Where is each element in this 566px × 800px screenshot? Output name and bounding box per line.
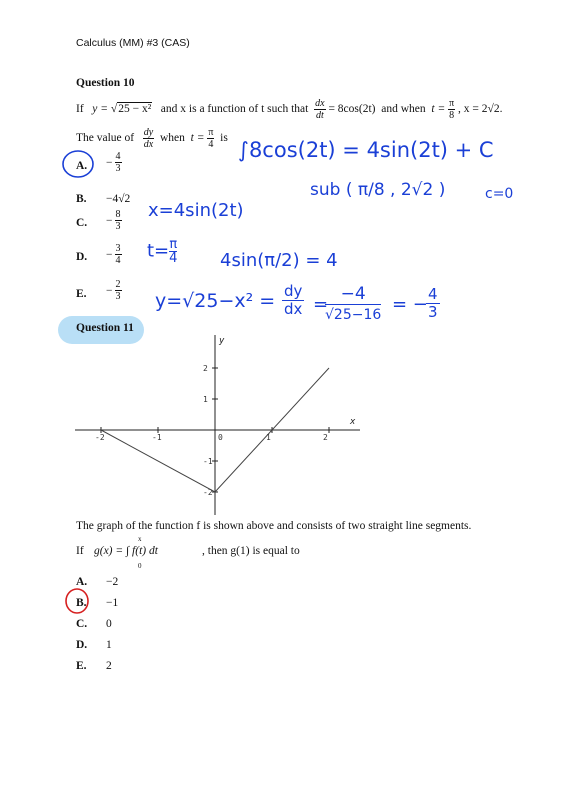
handwritten-t-value xyxy=(147,238,177,265)
handwritten-final-fraction xyxy=(426,286,440,321)
t-equals-hw: t= xyxy=(147,240,170,262)
answer-circle-q10 xyxy=(60,148,96,180)
minus-sign: − xyxy=(106,214,113,227)
t-equals: t = xyxy=(431,103,446,116)
g-definition: g(x) = ∫ f(t) dt xyxy=(94,545,158,557)
value-of-text: The value of xyxy=(76,132,135,145)
denominator: 3 xyxy=(115,163,121,174)
hw-pi: π xyxy=(169,237,178,252)
handwritten-fraction-sub xyxy=(325,284,381,325)
is-text: is xyxy=(220,132,228,145)
fraction xyxy=(115,279,122,302)
x-tick-label: 0 xyxy=(218,433,223,442)
dx-denominator: dx xyxy=(143,139,154,150)
question-10-stem-line2 xyxy=(76,127,228,150)
question-10-stem-line1: If y = √25 − x² and x is a function of t such that $\frac{dx}{dt}$ = 8cos(2t) and when t = $\frac{\pi}{8}$ , x = 2√2. xyxy=(76,98,503,121)
y-expression-lhs: y = xyxy=(92,103,109,116)
handwritten-substitution: sub ( π/8 , 2√2 ) xyxy=(310,180,446,200)
x-tick-label: 1 xyxy=(266,433,271,442)
pi-over-4-fraction xyxy=(207,127,214,150)
fraction xyxy=(115,151,122,174)
hw-minus-four: −4 xyxy=(325,284,381,305)
t-equals-2: t = xyxy=(190,132,205,145)
handwritten-sin-value: 4sin(π/2) = 4 xyxy=(220,250,338,271)
hw-dy: dy xyxy=(284,282,303,300)
q11-option-c-label[interactable]: C. xyxy=(76,618,88,630)
q10-option-a-label[interactable]: A. xyxy=(76,160,88,172)
document-header: Calculus (MM) #3 (CAS) xyxy=(76,37,190,49)
eight-denominator: 8 xyxy=(449,110,455,121)
question-11-description: The graph of the function f is shown above and consists of two straight line segments. xyxy=(76,520,472,532)
pi-over-8-fraction xyxy=(448,98,455,121)
minus-sign: − xyxy=(106,248,113,261)
q10-option-e-value xyxy=(106,279,122,302)
and-when-text: and when xyxy=(381,103,426,116)
numerator: 3 xyxy=(115,243,121,254)
dx-dt-fraction xyxy=(314,98,325,121)
function-graph xyxy=(70,330,370,520)
q10-option-e-label[interactable]: E. xyxy=(76,288,87,300)
dy-dx-fraction xyxy=(143,127,154,150)
x-equals-value: , x = 2√2. xyxy=(458,103,503,116)
fraction xyxy=(115,209,122,232)
handwritten-equals: = xyxy=(313,294,329,315)
four-denominator: 4 xyxy=(208,139,214,150)
q11-option-a-value: −2 xyxy=(106,576,119,588)
handwritten-y-expression: y=√25−x² = xyxy=(155,290,276,312)
y-tick-label: 1 xyxy=(203,395,208,404)
hw-dx: dx xyxy=(284,300,303,318)
rhs-expression: = 8cos(2t) xyxy=(328,103,376,116)
q10-option-b-value: −4√2 xyxy=(106,193,131,205)
question-11-heading: Question 11 xyxy=(76,322,134,334)
when-text: when xyxy=(159,132,185,145)
hw-three-den: 3 xyxy=(428,303,438,321)
q10-option-c-label[interactable]: C. xyxy=(76,217,88,229)
hw-sqrt-25-16: √25−16 xyxy=(325,307,382,323)
handwritten-integral: ∫8cos(2t) = 4sin(2t) + C xyxy=(238,138,494,162)
q11-option-e-value: 2 xyxy=(106,660,112,672)
then-text: , then g(1) is equal to xyxy=(202,545,300,557)
dy-numerator: dy xyxy=(143,127,154,138)
y-tick-label: 2 xyxy=(203,364,208,373)
q11-option-a-label[interactable]: A. xyxy=(76,576,88,588)
dx-numerator: dx xyxy=(315,98,325,109)
q11-option-d-label[interactable]: D. xyxy=(76,639,88,651)
minus-sign: − xyxy=(106,284,113,297)
q10-option-d-label[interactable]: D. xyxy=(76,251,88,263)
fraction xyxy=(115,243,122,266)
denominator: 4 xyxy=(115,255,121,266)
denominator: 3 xyxy=(115,221,121,232)
x-axis-label: x xyxy=(350,417,356,427)
numerator: 8 xyxy=(115,209,121,220)
pi-numerator-2: π xyxy=(208,127,214,138)
question-10-heading: Question 10 xyxy=(76,77,135,89)
answer-circle-q11 xyxy=(62,586,92,616)
handwritten-equals-minus: = − xyxy=(392,294,428,315)
handwritten-x-expression: x=4sin(2t) xyxy=(148,200,244,221)
numerator: 4 xyxy=(115,151,121,162)
integral-upper-limit: x xyxy=(138,535,142,543)
q11-option-b-value: −1 xyxy=(106,597,119,609)
x-tick-label: -2 xyxy=(95,433,105,442)
hw-four-num: 4 xyxy=(428,285,438,303)
numerator: 2 xyxy=(115,279,121,290)
dt-denominator: dt xyxy=(315,110,324,121)
y-axis-label: y xyxy=(219,336,225,346)
if-text: If xyxy=(76,545,84,557)
stem-mid: and x is a function of t such that xyxy=(160,103,309,116)
q11-option-d-value: 1 xyxy=(106,639,112,651)
minus-sign: − xyxy=(106,156,113,169)
pi-numerator: π xyxy=(449,98,455,109)
y-tick-label: -1 xyxy=(203,457,213,466)
y-tick-label: -2 xyxy=(203,488,213,497)
q11-option-e-label[interactable]: E. xyxy=(76,660,87,672)
q10-option-b-label[interactable]: B. xyxy=(76,193,87,205)
hw-four: 4 xyxy=(169,251,178,266)
q10-option-d-value xyxy=(106,243,122,266)
integral-lower-limit: 0 xyxy=(138,562,142,570)
x-tick-label: -1 xyxy=(152,433,162,442)
q10-option-c-value xyxy=(106,209,122,232)
q11-option-b-label[interactable]: B. xyxy=(76,597,87,609)
q11-option-c-value: 0 xyxy=(106,618,112,630)
handwritten-dy-dx xyxy=(282,283,304,318)
handwritten-c-zero: c=0 xyxy=(485,186,514,202)
denominator: 3 xyxy=(115,291,121,302)
stem-if: If xyxy=(76,103,84,116)
y-expression-radicand: 25 − x² xyxy=(118,103,152,116)
x-tick-label: 2 xyxy=(323,433,328,442)
hw-fraction xyxy=(169,238,177,265)
q10-option-a-value xyxy=(106,151,122,174)
